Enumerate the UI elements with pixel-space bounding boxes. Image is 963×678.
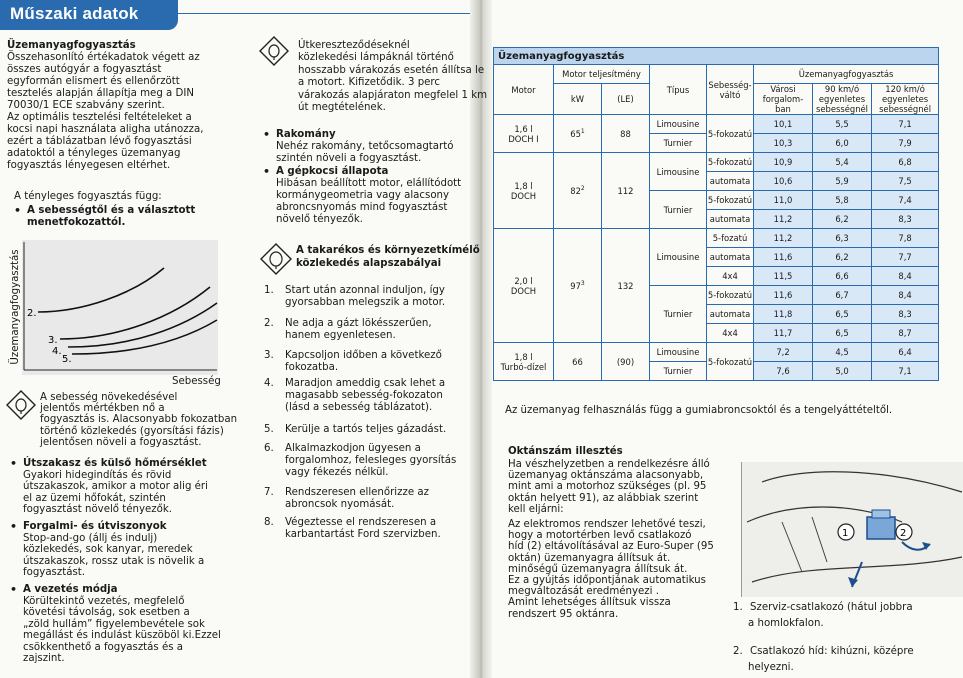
cell-city: 11,2 xyxy=(754,229,813,248)
bullet-title: Forgalmi- és útviszonyok xyxy=(23,521,167,532)
rule-text-line: hanem egyenletesen. xyxy=(285,330,396,341)
bullet-text-line: növelő tényezők. xyxy=(276,214,364,225)
header-type: Típus xyxy=(650,65,707,115)
octane-line: Ha vészhelyzetben a rendelkezésre álló xyxy=(508,459,710,470)
connector-bridge xyxy=(867,517,895,539)
cell-type: Turnier xyxy=(650,362,707,381)
octane-line: híd (2) eltávolításával az Euro-Super (95 xyxy=(508,541,714,553)
cell-type: Turnier xyxy=(650,134,707,153)
bullet-text-line: közlekedés, sok kanyar, meredek xyxy=(23,544,193,555)
bullet-text-line: megállást és indulást küszöböl ki.Ezzel xyxy=(23,630,221,641)
bullet-dot: • xyxy=(14,204,22,217)
bullet-text-line: csökkenthető a fogyasztás és a xyxy=(23,641,184,653)
curve-label: 3. xyxy=(48,335,58,346)
rule-text-line: magasabb sebesség-fokozaton xyxy=(285,390,443,401)
octane-line: mint ami a motorhoz szükséges (pl. 95 xyxy=(508,481,707,493)
curve-gear-2 xyxy=(38,268,164,312)
bullet-dot: • xyxy=(10,583,18,596)
cell-90: 4,5 xyxy=(813,343,872,362)
cell-90: 5,5 xyxy=(813,115,872,134)
bullet-text-line: „zöld hullám” figyelembevétele sok xyxy=(23,618,205,630)
cell-90: 6,3 xyxy=(813,229,872,248)
header-power: Motor teljesítmény xyxy=(554,65,650,84)
header-90 xyxy=(813,84,872,115)
cell-motor xyxy=(494,343,554,381)
cell-90: 5,8 xyxy=(813,191,872,210)
rule-text-line: vagy fékezés nélkül. xyxy=(285,467,389,478)
winter-line: Útkereszteződéseknél xyxy=(298,40,410,51)
cell-gearbox: 5-fozatú xyxy=(707,229,754,248)
callout-label: 2 xyxy=(900,528,907,539)
cell-120: 7,1 xyxy=(872,115,939,134)
rule-text-line: Rendszeresen ellenőrizze az xyxy=(285,487,429,498)
intro-line: ezért a táblázatban lévő fogyasztási xyxy=(7,136,192,147)
cell-120: 7,5 xyxy=(872,172,939,191)
winter-line: a motort. Kifizetődik. 3 perc xyxy=(298,77,440,89)
table-cell-line: egyenletes xyxy=(818,94,866,104)
octane-line: kell eljárni: xyxy=(508,503,564,515)
header-kw: kW xyxy=(554,84,602,115)
rule-text-line: (lásd a sebesség táblázatot). xyxy=(285,402,433,413)
cell-120: 7,7 xyxy=(872,248,939,267)
cell-gearbox: automata xyxy=(707,248,754,267)
cell-120: 8,4 xyxy=(872,286,939,305)
intro-line: tesztelés alapján állapítja meg a DIN xyxy=(7,88,194,99)
curve-label: 4. xyxy=(52,346,62,357)
cell-120: 7,8 xyxy=(872,229,939,248)
octane-line: Ez a gyújtás időpontjának automatikus xyxy=(508,575,706,586)
bullet-text-line: fogyasztást. xyxy=(23,567,85,578)
table-cell-line: váltó xyxy=(719,89,741,100)
legend-number: 1. xyxy=(733,602,743,613)
cell-90: 6,2 xyxy=(813,248,872,267)
table-cell-line: DOCH xyxy=(510,190,537,201)
chart-ylabel: Üzemanyagfogyasztás xyxy=(10,249,21,365)
bullet-text-line: Stop-and-go (állj és indulj) xyxy=(23,532,158,544)
table-row xyxy=(494,343,939,362)
table-cell-line: sebességnél xyxy=(879,104,932,114)
cell-city: 11,2 xyxy=(754,210,813,229)
page-title-bar xyxy=(0,0,178,30)
rule-text-line: Maradjon ameddig csak lehet a xyxy=(285,378,446,389)
rule-text-line: karbantartást Ford szervizben. xyxy=(285,529,441,540)
cell-gearbox: automata xyxy=(707,210,754,229)
cell-city: 11,8 xyxy=(754,305,813,324)
cell-type: Turnier xyxy=(650,286,707,343)
kw-footnote: 2 xyxy=(580,185,585,193)
winter-line: közlekedési lámpáknál történő xyxy=(298,52,454,64)
eco-heading-line: A takarékos és környezetkímélő xyxy=(296,245,480,256)
cell-le: 112 xyxy=(602,153,650,229)
cell-kw xyxy=(554,343,602,381)
octane-line: megváltozását eredményezi . xyxy=(508,586,659,598)
cell-gearbox: 5-fokozatú xyxy=(707,191,754,210)
intro-line: Az optimális tesztelési feltételeket a xyxy=(7,112,192,123)
eco-rules-icon xyxy=(260,243,292,275)
intro-line: Összehasonlító értékadatok végett az xyxy=(7,52,200,63)
cell-city: 7,2 xyxy=(754,343,813,362)
bullet-dot: • xyxy=(263,165,271,178)
kw-value: 66 xyxy=(572,356,583,367)
cell-city: 10,6 xyxy=(754,172,813,191)
cell-city: 7,6 xyxy=(754,362,813,381)
table-cell-line: 2,0 l xyxy=(514,275,533,286)
kw-footnote: 1 xyxy=(580,128,585,136)
cell-gearbox: 5-fokozatú xyxy=(707,343,754,381)
octane-line: rendszert 95 oktánra. xyxy=(508,608,619,620)
intro-line: egyformán elismert és ellenőrzött xyxy=(7,76,180,87)
cell-90: 6,5 xyxy=(813,305,872,324)
cell-city: 10,1 xyxy=(754,115,813,134)
legend-text-line: Szerviz-csatlakozó (hátul jobbra xyxy=(750,602,913,613)
bullet-text-line: kormánygeometria vagy alacsony xyxy=(276,190,450,201)
cell-120: 7,9 xyxy=(872,134,939,153)
rule-text-line: Ne adja a gázt lökésszerűen, xyxy=(285,318,432,329)
engine-bay-drawing xyxy=(742,462,963,597)
cell-gearbox: 4x4 xyxy=(707,267,754,286)
octane-line: Az elektromos rendszer lehetővé teszi, xyxy=(508,519,706,530)
cell-le: 88 xyxy=(602,115,650,153)
table-cell-line: sebességnél xyxy=(816,104,868,114)
cell-90: 6,5 xyxy=(813,324,872,343)
cell-motor xyxy=(494,153,554,229)
eco-note-icon xyxy=(6,390,36,420)
page-title: Műszaki adatok xyxy=(10,4,139,23)
octane-line: hogy a motortérben levő csatlakozó xyxy=(508,530,692,542)
cell-120: 8,4 xyxy=(872,267,939,286)
rule-text-line: forgalomhoz, felesleges gyorsítás xyxy=(285,455,457,466)
cell-120: 6,4 xyxy=(872,343,939,362)
kw-value: 97 xyxy=(570,280,581,291)
curve-label: 2. xyxy=(27,308,37,319)
legend-text-line: helyezni. xyxy=(748,662,794,673)
table-cell-line: forgalom- xyxy=(762,94,804,104)
intro-line: összes autógyár a fogyasztást xyxy=(7,64,162,75)
table-cell-line: 1,8 l xyxy=(514,180,533,191)
rule-number: 6. xyxy=(264,443,274,454)
rule-number: 8. xyxy=(264,517,274,528)
bullet-text-line: fogyasztást növelő tényezők. xyxy=(23,504,173,515)
note-line: A sebesség növekedésével xyxy=(40,392,178,403)
cell-city: 11,6 xyxy=(754,248,813,267)
note-line: történő közlekedés (gyorsítási fázis) xyxy=(40,425,224,437)
cell-gearbox: 4x4 xyxy=(707,324,754,343)
chart-xlabel: Sebesség xyxy=(172,376,221,387)
octane-line: üzemanyag oktánszáma alacsonyabb, xyxy=(508,470,704,482)
note-line: fogyasztás is. Alacsonyabb fokozatban xyxy=(40,414,238,426)
depends-line: A tényleges fogyasztás függ: xyxy=(14,191,162,202)
title-rule xyxy=(178,13,470,14)
cell-90: 6,0 xyxy=(813,134,872,153)
intro-line: fogyasztás lényegesen eltérhet. xyxy=(7,160,171,171)
octane-line: Amint lehetséges állítsuk vissza xyxy=(508,597,671,609)
header-consumption: Üzemanyagfogyasztás xyxy=(754,65,939,84)
octane-line: minőségű üzemanyagra állítsuk át. xyxy=(508,563,688,575)
bullet-text-line: követési távolság, sok esetben a xyxy=(23,607,190,618)
bullet-dot: • xyxy=(10,520,18,533)
cell-city: 11,6 xyxy=(754,286,813,305)
table-cell-line: 1,8 l xyxy=(514,351,533,362)
bullet-title: Rakomány xyxy=(276,129,336,140)
table-cell-line: 1,6 l xyxy=(514,123,533,134)
table-row xyxy=(494,115,939,134)
cell-type: Limousine xyxy=(650,229,707,286)
cell-90: 6,2 xyxy=(813,210,872,229)
cell-type: Turnier xyxy=(650,191,707,229)
cell-type: Limousine xyxy=(650,343,707,362)
consumption-table xyxy=(493,47,938,381)
table-row xyxy=(494,153,939,172)
table-note: Az üzemanyag felhasználás függ a gumiabroncsoktól és a tengelyáttételtől. xyxy=(505,405,893,416)
callout-label: 1 xyxy=(842,528,849,539)
rule-number: 7. xyxy=(264,487,274,498)
table-row xyxy=(494,229,939,248)
bullet-title: Útszakasz és külső hőmérséklet xyxy=(23,458,207,469)
octane-line: oktán helyett 91), az alábbiak szerint xyxy=(508,492,699,504)
bullet-title: A gépkocsi állapota xyxy=(276,166,389,177)
table-cell-line: egyenletes xyxy=(881,94,929,104)
bullet1-line: A sebességtől és a választott xyxy=(27,205,196,216)
cell-120: 8,3 xyxy=(872,210,939,229)
intro-heading: Üzemanyagfogyasztás xyxy=(7,40,136,51)
engine-bay-illustration xyxy=(741,462,963,597)
rule-number: 5. xyxy=(264,424,274,435)
bullet-text-line: abroncsnyomás mind fogyasztást xyxy=(276,202,448,213)
bullet-title: A vezetés módja xyxy=(23,584,118,595)
winter-line: várakozás alapjáraton megfelel 1 km xyxy=(298,89,488,101)
table-cell-line: Városi xyxy=(770,84,796,94)
note-line: jelentős mértékben nő a xyxy=(40,403,165,415)
bullet-text-line: Gyakori hidegindítás és rövid xyxy=(23,469,172,481)
eco-heading-line: közlekedés alapszabályai xyxy=(296,258,442,269)
cell-kw xyxy=(554,153,602,229)
intro-line: 70030/1 ECE szabvány szerint. xyxy=(7,100,165,111)
winter-line: hosszabb várakozás esetén állítsa le xyxy=(298,64,485,76)
cell-90: 5,0 xyxy=(813,362,872,381)
cell-city: 11,5 xyxy=(754,267,813,286)
kw-value: 65 xyxy=(570,128,581,139)
cell-gearbox: automata xyxy=(707,305,754,324)
table-cell-line: Turbó-dízel xyxy=(500,361,547,372)
bullet-dot: • xyxy=(10,457,18,470)
header-le: (LE) xyxy=(602,84,650,115)
rule-text-line: Kerülje a tartós teljes gázadást. xyxy=(285,424,447,435)
bullet-text-line: zajszint. xyxy=(23,653,65,664)
bullet-text-line: Nehéz rakomány, tetőcsomagtartó xyxy=(276,141,454,152)
rule-text-line: gyorsabban melegszik a motor. xyxy=(285,297,446,308)
intro-line: adatoktól a tényleges üzemanyag xyxy=(7,148,181,159)
cell-city: 10,9 xyxy=(754,153,813,172)
winter-line: út megtételének. xyxy=(298,102,386,113)
rule-text-line: fokozatba. xyxy=(285,362,339,373)
cell-city: 10,3 xyxy=(754,134,813,153)
header-motor: Motor xyxy=(494,65,554,115)
cell-gearbox: 5-fokozatú xyxy=(707,153,754,172)
table-cell-line: DOCH xyxy=(510,285,537,296)
legend-text-line: Csatlakozó híd: kihúzni, középre xyxy=(750,646,914,657)
cell-120: 8,3 xyxy=(872,305,939,324)
cell-motor xyxy=(494,115,554,153)
cell-type: Limousine xyxy=(650,153,707,191)
curve-label: 5. xyxy=(62,354,72,365)
note-line: jelentősen növeli a fogyasztást. xyxy=(40,436,202,448)
cell-gearbox: 5-fokozatú xyxy=(707,286,754,305)
bullet-text-line: útszakaszok, rossz utak is növelik a xyxy=(23,555,205,567)
header-city xyxy=(754,84,813,115)
cell-city: 11,7 xyxy=(754,324,813,343)
cell-90: 6,6 xyxy=(813,267,872,286)
book-gutter xyxy=(470,0,492,678)
bullet-text-line: el az üzemi hőfokát, szintén xyxy=(23,492,166,504)
bullet-text-line: Hibásan beállított motor, elállítódott xyxy=(276,178,462,189)
octane-line: oktán) üzemanyagra állítsuk át. xyxy=(508,552,671,564)
cell-motor xyxy=(494,229,554,343)
table-title: Üzemanyagfogyasztás xyxy=(494,48,939,65)
octane-heading: Oktánszám illesztés xyxy=(508,446,623,457)
cell-type: Limousine xyxy=(650,115,707,134)
cell-120: 7,1 xyxy=(872,362,939,381)
cell-kw xyxy=(554,229,602,343)
kw-footnote: 3 xyxy=(580,280,585,288)
rule-number: 1. xyxy=(264,285,274,296)
table-cell-line: ban xyxy=(775,104,791,114)
curve-gear-3 xyxy=(60,287,210,339)
consumption-speed-chart xyxy=(22,240,218,375)
cell-le: (90) xyxy=(602,343,650,381)
table-cell-line: 120 km/ó xyxy=(885,84,925,94)
cell-kw xyxy=(554,115,602,153)
rule-text-line: Start után azonnal induljon, így xyxy=(285,285,445,296)
bullet1-line: menetfokozattól. xyxy=(27,217,126,228)
bullet-dot: • xyxy=(263,128,271,141)
table-cell-line: Sebesség- xyxy=(708,79,752,90)
legend-number: 2. xyxy=(733,646,743,657)
bullet-text-line: szintén növeli a fogyasztást. xyxy=(276,153,422,164)
legend-text-line: a homlokfalon. xyxy=(748,618,824,629)
intro-line: kocsi napi használata aligha utánozza, xyxy=(7,124,204,135)
rule-number: 3. xyxy=(264,350,274,361)
cell-120: 6,8 xyxy=(872,153,939,172)
cell-le: 132 xyxy=(602,229,650,343)
bullet-text-line: útszakaszok, amikor a motor alig éri xyxy=(23,481,208,492)
cell-gearbox: 5-fokozatú xyxy=(707,115,754,153)
cell-120: 7,4 xyxy=(872,191,939,210)
rule-text-line: Kapcsoljon időben a következő xyxy=(285,350,442,361)
chart-svg xyxy=(22,240,218,375)
winter-note-icon xyxy=(259,36,289,66)
cell-gearbox: automata xyxy=(707,172,754,191)
rule-number: 2. xyxy=(264,318,274,329)
cell-90: 6,7 xyxy=(813,286,872,305)
header-120 xyxy=(872,84,939,115)
bullet-text-line: Körültekintő vezetés, megfelelő xyxy=(23,595,185,607)
table-cell-line: 90 km/ó xyxy=(824,84,860,94)
cell-90: 5,9 xyxy=(813,172,872,191)
rule-text-line: Alkalmazkodjon ügyesen a xyxy=(285,443,421,454)
rule-text-line: Végeztesse el rendszeresen a xyxy=(285,517,437,528)
table-cell-line: DOCH I xyxy=(508,133,539,144)
cell-120: 8,7 xyxy=(872,324,939,343)
kw-value: 82 xyxy=(570,185,581,196)
rule-text-line: abroncsok nyomását. xyxy=(285,499,395,510)
cell-city: 11,0 xyxy=(754,191,813,210)
rule-number: 4. xyxy=(264,378,274,389)
cell-90: 5,4 xyxy=(813,153,872,172)
header-gearbox xyxy=(707,65,754,115)
